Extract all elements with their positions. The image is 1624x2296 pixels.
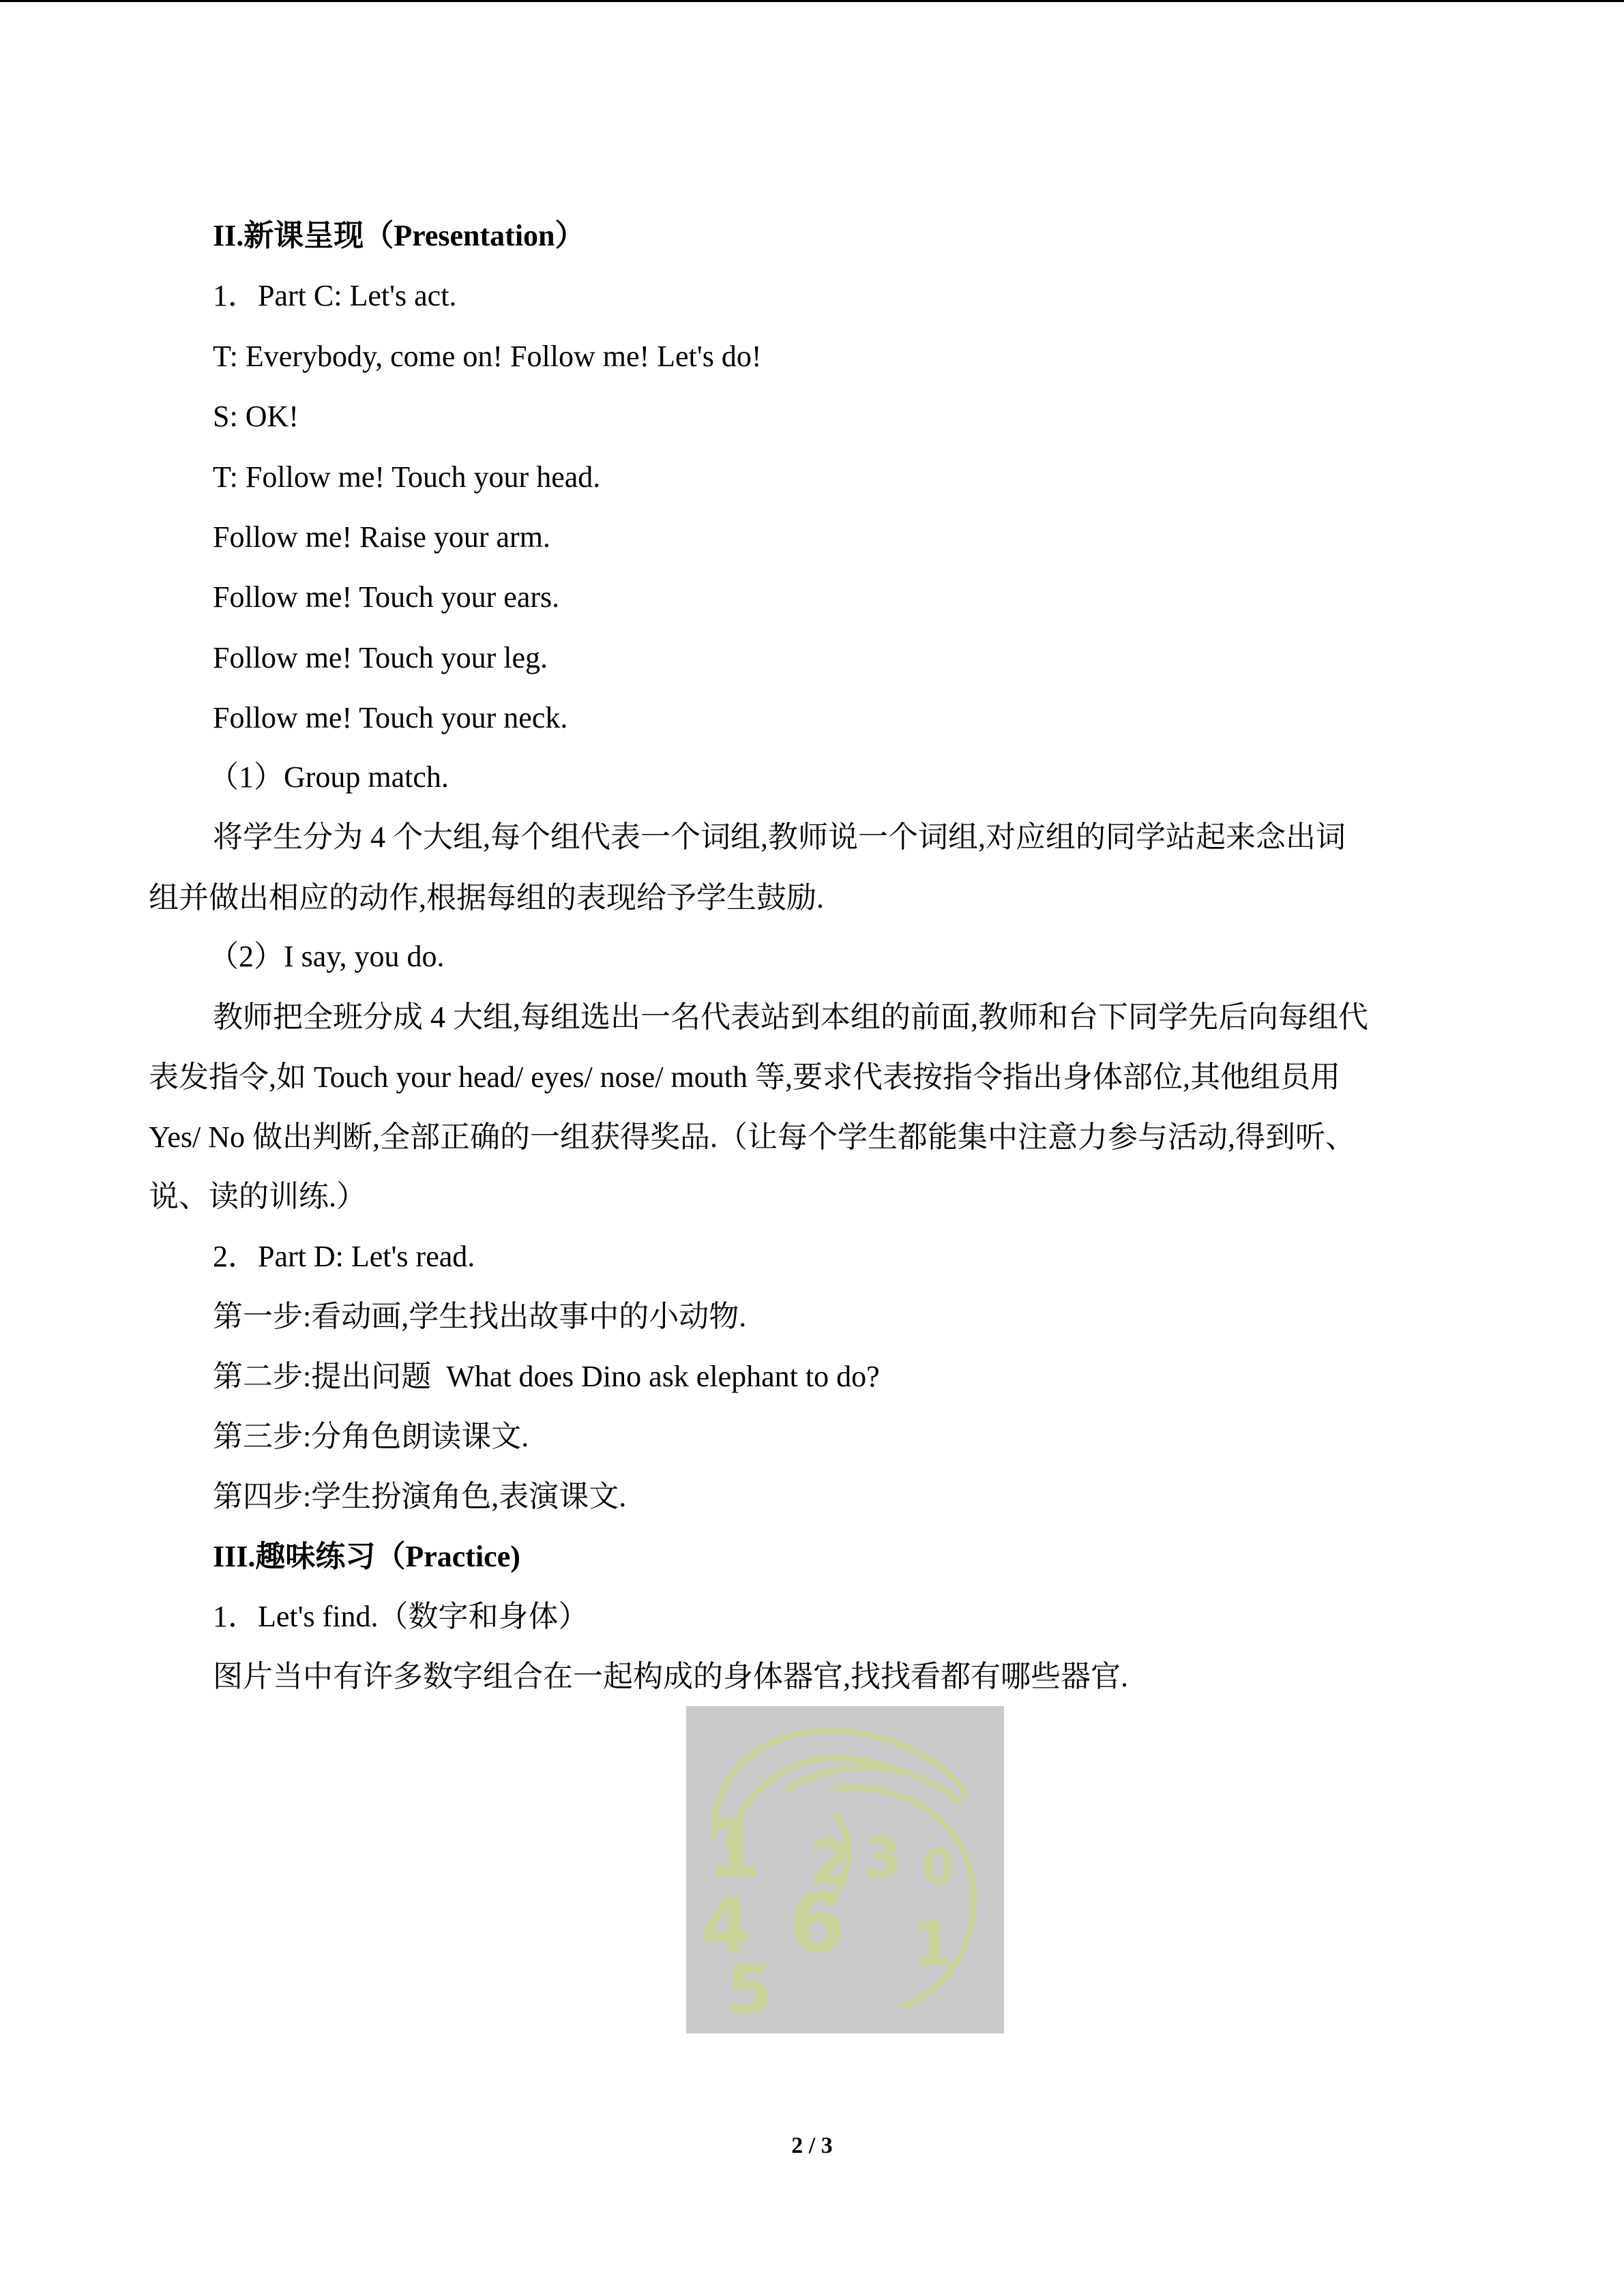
digit-mark: 2 <box>809 1827 852 1898</box>
paragraph-line: Yes/ No 做出判断,全部正确的一组获得奖品.（让每个学生都能集中注意力参与活动,得到听、 <box>149 1120 1356 1154</box>
paragraph-line: 教师把全班分成 4 大组,每组选出一名代表站到本组的前面,教师和台下同学先后向每组代 <box>213 1000 1368 1034</box>
digit-mark: 4 <box>700 1882 752 1969</box>
top-border <box>0 0 1624 2</box>
digit-mark: 0 <box>921 1839 955 1895</box>
digit-mark: 1 <box>705 1802 763 1896</box>
paragraph-line: T: Follow me! Touch your head. <box>213 460 601 494</box>
number-face-picture <box>686 1706 1004 2033</box>
paragraph-line: 将学生分为 4 个大组,每个组代表一个词组,教师说一个词组,对应组的同学站起来念出词 <box>213 820 1346 854</box>
digit-mark: 1 <box>911 1909 954 1980</box>
paragraph-line: Follow me! Touch your leg. <box>213 641 548 674</box>
paragraph-line: Follow me! Touch your ears. <box>213 580 560 614</box>
paragraph-line: 组并做出相应的动作,根据每组的表现给予学生鼓励. <box>149 881 824 914</box>
paragraph-line: 2．Part D: Let's read. <box>213 1240 475 1273</box>
paragraph-line: S: OK! <box>213 400 299 433</box>
digit-mark: 3 <box>863 1826 902 1890</box>
paragraph-line: （1）Group match. <box>209 760 449 794</box>
paragraph-line: （2）I say, you do. <box>209 940 445 973</box>
paragraph-line: 图片当中有许多数字组合在一起构成的身体器官,找找看都有哪些器官. <box>213 1660 1128 1693</box>
paragraph-line: 表发指令,如 Touch your head/ eyes/ nose/ mouth 等,要求代表按指令指出身体部位,其他组员用 <box>149 1060 1340 1094</box>
digit-mark: 5 <box>726 1950 773 2029</box>
digit-mark: 6 <box>788 1877 846 1971</box>
paragraph-line: Follow me! Touch your neck. <box>213 701 568 734</box>
paragraph-line: 第二步:提出问题 What does Dino ask elephant to do? <box>213 1360 895 1393</box>
paragraph-line: 1．Let's find.（数字和身体） <box>213 1600 589 1633</box>
paragraph-line: 第四步:学生扮演角色,表演课文. <box>213 1480 627 1513</box>
paragraph-line: 说、读的训练.） <box>149 1180 366 1213</box>
paragraph-line: T: Everybody, come on! Follow me! Let's do! <box>213 340 762 373</box>
page-number: 2 / 3 <box>791 2133 833 2158</box>
paragraph-line: 1．Part C: Let's act. <box>213 279 457 312</box>
number-face-drawing <box>686 1706 1004 2033</box>
paragraph-line: Follow me! Raise your arm. <box>213 520 550 554</box>
paragraph-line: 第三步:分角色朗读课文. <box>213 1420 529 1453</box>
section-heading-presentation: II.新课呈现（Presentation） <box>213 219 585 252</box>
section-heading-practice: III.趣味练习（Practice) <box>213 1540 520 1573</box>
paragraph-line: 第一步:看动画,学生找出故事中的小动物. <box>213 1300 747 1333</box>
